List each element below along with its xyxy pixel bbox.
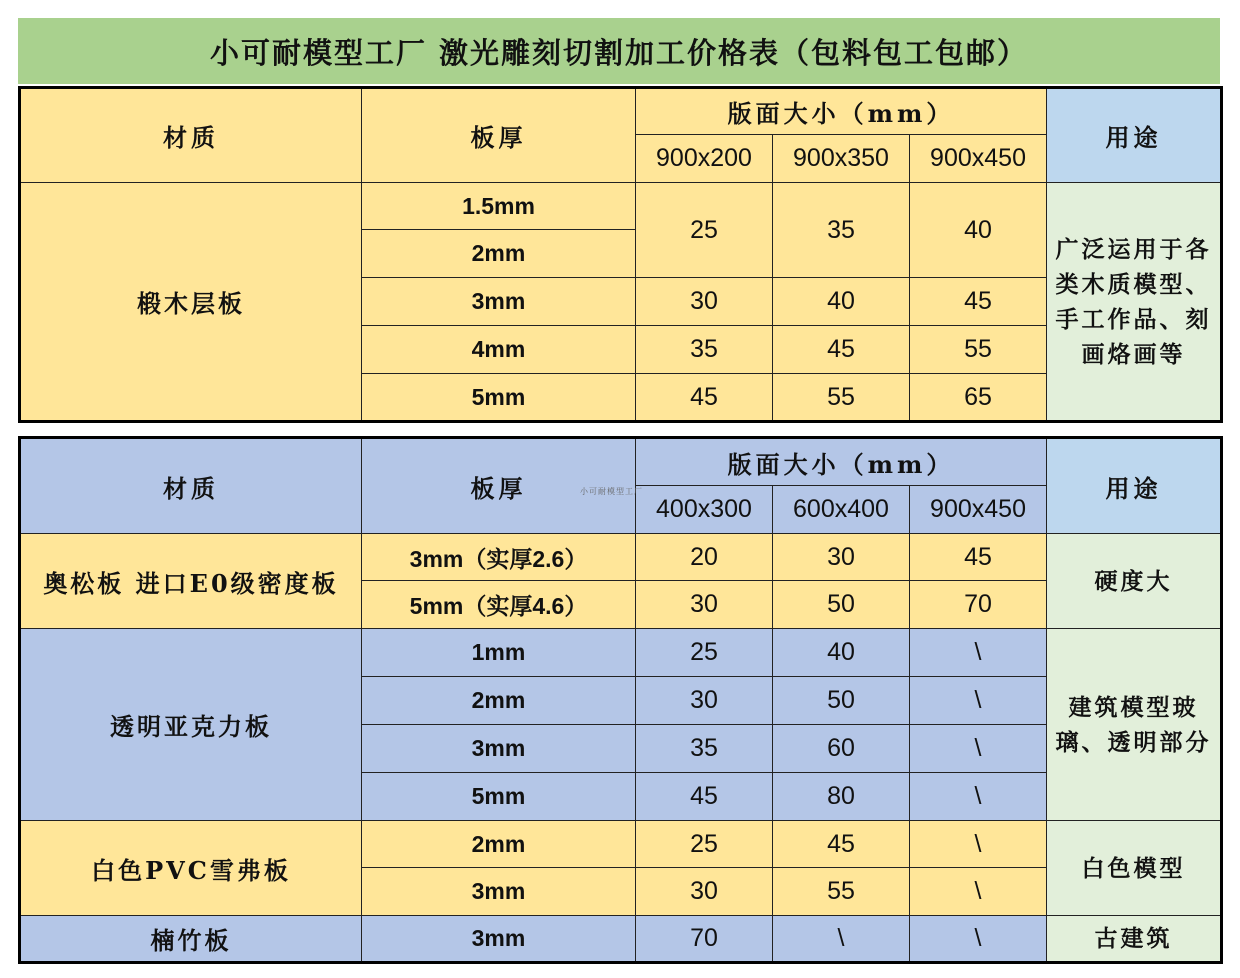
price-cell: \ xyxy=(773,916,910,963)
price-cell: 35 xyxy=(636,326,773,374)
header-usage: 用途 xyxy=(1047,88,1222,183)
thickness-cell: 3mm xyxy=(362,868,636,916)
price-cell: 40 xyxy=(773,278,910,326)
price-cell: 30 xyxy=(636,677,773,725)
header-size: 900x450 xyxy=(910,135,1047,183)
price-cell: 45 xyxy=(636,773,773,821)
header-size: 900x450 xyxy=(910,486,1047,534)
price-cell: 30 xyxy=(773,534,910,581)
price-cell: \ xyxy=(910,725,1047,773)
thickness-cell: 4mm xyxy=(362,326,636,374)
usage-cell: 白色模型 xyxy=(1047,821,1222,916)
price-cell: 50 xyxy=(773,677,910,725)
thickness-cell: 3mm xyxy=(362,916,636,963)
material-cell: 透明亚克力板 xyxy=(20,629,362,821)
price-cell: \ xyxy=(910,821,1047,868)
usage-cell: 古建筑 xyxy=(1047,916,1222,963)
header-material: 材质 xyxy=(20,88,362,183)
price-cell: 30 xyxy=(636,278,773,326)
price-cell: 30 xyxy=(636,868,773,916)
watermark: 小可耐模型工厂 xyxy=(580,487,643,496)
header-size: 900x200 xyxy=(636,135,773,183)
thickness-cell: 5mm xyxy=(362,374,636,422)
price-cell: 30 xyxy=(636,581,773,629)
thickness-cell: 3mm xyxy=(362,278,636,326)
price-cell: 45 xyxy=(636,374,773,422)
price-cell: 65 xyxy=(910,374,1047,422)
price-cell: 35 xyxy=(773,183,910,278)
material-cell: 椴木层板 xyxy=(20,183,362,422)
price-cell: 45 xyxy=(773,821,910,868)
thickness-cell: 1.5mm xyxy=(362,183,636,230)
usage-cell: 硬度大 xyxy=(1047,534,1222,629)
price-cell: 25 xyxy=(636,629,773,677)
page-title: 小可耐模型工厂 激光雕刻切割加工价格表（包料包工包邮） xyxy=(18,18,1220,84)
price-cell: 50 xyxy=(773,581,910,629)
price-cell: \ xyxy=(910,677,1047,725)
header-material: 材质 xyxy=(20,438,362,534)
header-thickness: 板厚 xyxy=(362,438,636,534)
thickness-cell: 3mm xyxy=(362,725,636,773)
price-cell: \ xyxy=(910,916,1047,963)
header-thickness: 板厚 xyxy=(362,88,636,183)
header-size-group: 版面大小（mm） xyxy=(636,438,1047,486)
price-cell: 45 xyxy=(910,534,1047,581)
usage-cell: 建筑模型玻璃、透明部分 xyxy=(1047,629,1222,821)
price-cell: 45 xyxy=(910,278,1047,326)
price-cell: 70 xyxy=(636,916,773,963)
price-cell: 35 xyxy=(636,725,773,773)
thickness-cell: 2mm xyxy=(362,821,636,868)
price-cell: 55 xyxy=(910,326,1047,374)
thickness-cell: 5mm xyxy=(362,773,636,821)
material-cell: 楠竹板 xyxy=(20,916,362,963)
header-size: 900x350 xyxy=(773,135,910,183)
header-size: 600x400 xyxy=(773,486,910,534)
thickness-cell: 1mm xyxy=(362,629,636,677)
thickness-cell: 3mm（实厚2.6） xyxy=(362,534,636,581)
usage-cell: 广泛运用于各类木质模型、手工作品、刻画烙画等 xyxy=(1047,183,1222,422)
price-cell: 25 xyxy=(636,183,773,278)
price-cell: \ xyxy=(910,629,1047,677)
header-size-group: 版面大小（mm） xyxy=(636,88,1047,135)
price-cell: \ xyxy=(910,868,1047,916)
price-table-others xyxy=(18,436,1223,964)
thickness-cell: 5mm（实厚4.6） xyxy=(362,581,636,629)
price-cell: 25 xyxy=(636,821,773,868)
price-cell: 40 xyxy=(773,629,910,677)
material-cell: 奥松板 进口E0级密度板 xyxy=(20,534,362,629)
price-cell: 20 xyxy=(636,534,773,581)
price-table-basswood xyxy=(18,86,1223,423)
thickness-cell: 2mm xyxy=(362,230,636,278)
price-cell: 70 xyxy=(910,581,1047,629)
thickness-cell: 2mm xyxy=(362,677,636,725)
material-cell: 白色PVC雪弗板 xyxy=(20,821,362,916)
price-cell: 55 xyxy=(773,868,910,916)
price-cell: 45 xyxy=(773,326,910,374)
price-cell: 55 xyxy=(773,374,910,422)
price-cell: 80 xyxy=(773,773,910,821)
header-size: 400x300 xyxy=(636,486,773,534)
price-cell: \ xyxy=(910,773,1047,821)
header-usage: 用途 xyxy=(1047,438,1222,534)
price-cell: 60 xyxy=(773,725,910,773)
price-cell: 40 xyxy=(910,183,1047,278)
